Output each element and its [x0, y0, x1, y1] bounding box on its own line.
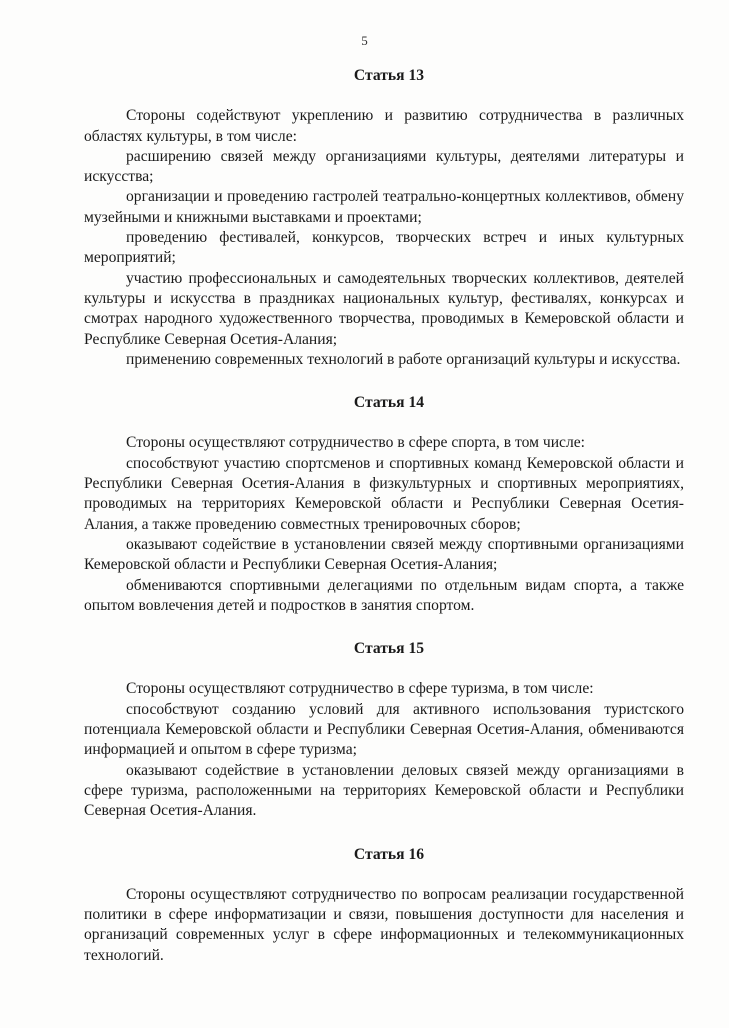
document-body [84, 66, 684, 966]
article-title: Статья 14 [353, 394, 425, 412]
article-title: Статья 13 [353, 67, 425, 84]
paragraph: способствуют созданию условий для активного использования туристского потенциала Кемеровской области и Республики Северная Осетия-Алания, обмениваются информацией и опытом в сфере туризма; [84, 700, 684, 759]
paragraph: способствуют участию спортсменов и спортивных команд Кемеровской области и Республики Северная Осетия-Алания в физкультурных и спортивных мероприятиях, проводимых на территориях Кемеровской области и Республики Северная Осетия-Алания, а также проведению совместных тренировочных сборов; [84, 454, 684, 533]
article-title: Статья 15 [353, 640, 425, 658]
article-15 [84, 639, 684, 821]
paragraph: оказывают содействие в установлении связей между спортивными организациями Кемеровской области и Республики Северная Осетия-Алания; [84, 535, 684, 574]
paragraph: оказывают содействие в установлении деловых связей между организациями в сфере туризма, расположенными на территориях Кемеровской области и Республики Северная Осетия-Алания. [84, 761, 684, 820]
paragraph: Стороны осуществляют сотрудничество в сфере туризма, в том числе: [126, 680, 594, 698]
paragraph: проведению фестивалей, конкурсов, творческих встреч и иных культурных мероприятий; [84, 229, 684, 267]
paragraph: расширению связей между организациями культуры, деятелями литературы и искусства; [84, 147, 684, 186]
article-title: Статья 16 [353, 845, 425, 863]
paragraph: Стороны содействуют укреплению и развитию сотрудничества в различных областях культуры, в том числе: [84, 107, 684, 145]
page-number: 5 [361, 33, 368, 48]
paragraph: применению современных технологий в работе организаций культуры и искусства. [126, 350, 681, 368]
paragraph: организации и проведению гастролей театрально-концертных коллективов, обмену музейными и книжными выставками и проектами; [84, 188, 684, 226]
paragraph: Стороны осуществляют сотрудничество в сфере спорта, в том числе: [126, 434, 585, 452]
paragraph: обмениваются спортивными делегациями по отдельным видам спорта, а также опытом вовлечения детей и подростков в занятия спортом. [84, 576, 684, 614]
article-14 [84, 393, 684, 616]
paragraph: участию профессиональных и самодеятельных творческих коллективов, деятелей культуры и искусства в праздниках национальных культур, фестивалях, конкурсах и смотрах народного художественного творчества, проводимых в Кемеровской области и Республике Северная Осетия-Алания; [84, 269, 684, 348]
paragraph: Стороны осуществляют сотрудничество по вопросам реализации государственной политики в сфере информатизации и связи, повышения доступности для населения и организаций современных услуг в сфере информационных и телекоммуникационных технологий. [84, 885, 684, 964]
article-13 [84, 66, 684, 370]
article-16 [84, 845, 684, 966]
